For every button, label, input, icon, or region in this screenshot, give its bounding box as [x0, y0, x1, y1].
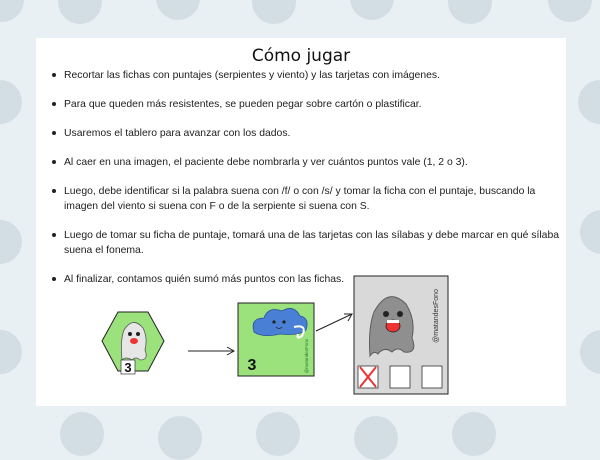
background-dot	[452, 412, 496, 456]
background-dot	[578, 80, 600, 124]
background-dot	[448, 0, 492, 24]
background-dot	[58, 0, 102, 24]
background-dot	[252, 0, 296, 24]
background-dot	[0, 220, 22, 264]
syllable-box	[422, 366, 442, 388]
hexagon-score-token	[102, 312, 164, 375]
game-flow-illustration	[36, 38, 566, 406]
hexagon-number: 3	[124, 360, 132, 375]
background-dot	[256, 412, 300, 456]
square-watermark: @matandesFono	[304, 338, 309, 374]
background-dot	[0, 80, 22, 124]
square-score-token	[238, 303, 314, 376]
arrow-icon	[188, 347, 234, 355]
step-item: Luego de tomar su ficha de puntaje, tomará una de las tarjetas con las sílabas y debe marcar en qué sílaba suena el fonema.	[50, 228, 560, 258]
background-dot	[350, 0, 394, 20]
step-item: Al caer en una imagen, el paciente debe nombrarla y ver cuántos puntos vale (1, 2 o 3).	[50, 155, 560, 170]
square-number: 3	[247, 357, 257, 374]
step-item: Recortar las fichas con puntajes (serpientes y viento) y las tarjetas con imágenes.	[50, 68, 560, 83]
ghost-icon	[121, 322, 146, 360]
background-dot	[580, 210, 600, 254]
step-item: Para que queden más resistentes, se pueden pegar sobre cartón o plastificar.	[50, 97, 560, 112]
card-watermark: @matandesFono	[433, 289, 440, 343]
syllable-card	[354, 276, 448, 394]
instructions-card	[36, 38, 566, 406]
step-item: Al finalizar, contamos quién sumó más puntos con las fichas.	[50, 272, 560, 287]
background-dot	[580, 330, 600, 374]
background-dot	[0, 0, 24, 22]
background-dot	[548, 0, 592, 22]
step-item: Usaremos el tablero para avanzar con los dados.	[50, 126, 560, 141]
background-dot	[158, 416, 202, 460]
background-dot	[0, 330, 22, 374]
background-dot	[60, 412, 104, 456]
syllable-box	[390, 366, 410, 388]
step-item: Luego, debe identificar si la palabra suena con /f/ o con /s/ y tomar la ficha con el puntaje, buscando la imagen del viento si suena con F o de la serpiente si suena con S.	[50, 184, 560, 214]
page-title: Cómo jugar	[251, 46, 351, 66]
arrow-icon	[316, 314, 352, 331]
background-dot	[156, 0, 200, 20]
background-dot	[354, 416, 398, 460]
